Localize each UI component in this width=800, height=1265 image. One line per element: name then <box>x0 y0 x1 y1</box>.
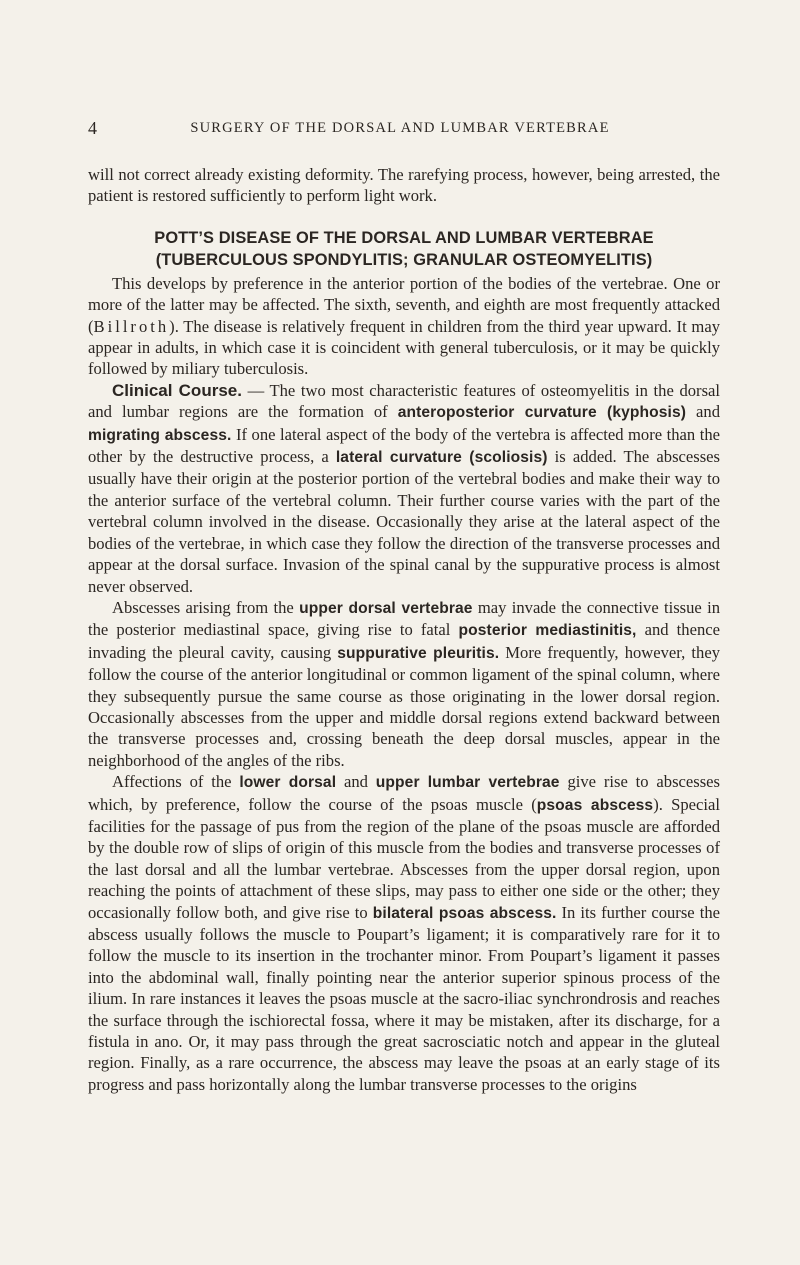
intro-paragraph <box>88 164 720 207</box>
paragraph-2 <box>88 380 720 597</box>
para2-text-c: and <box>686 402 720 422</box>
author-name: Billroth <box>93 316 170 336</box>
section-title-line1: POTT’S DISEASE OF THE DORSAL AND LUMBAR VERTEBRAE <box>154 228 654 247</box>
para4-text-f: In its further course the abscess usually follows the muscle to Poupart’s ligament; it is comparatively rare for it to follow the muscle to its insertion in the trochanter minor. From Poupart’s ligament it passes into the abdominal wall, finally pointing near the anterior superior spinous process of the ilium. In rare instances it leaves the psoas muscle at the sacro-iliac synchrondrosis and reaches the surface through the ischiorectal fossa, where it may be mistaken, after its discharge, for a fistula in ano. Or, it may pass through the great sacrosciatic notch and appear in the gluteal region. Finally, as a rare occurrence, the abscess may leave the psoas at an early stage of its progress and pass horizontally along the lumbar transverse processes to the origins <box>88 902 720 1094</box>
para1-text-b: ). The disease is relatively frequent in children from the third year upward. It may appear in adults, in which case it is coincident with general tuberculosis, or it may be quickly followed by miliary tuberculosis. <box>88 316 720 379</box>
page-number: 4 <box>88 118 98 138</box>
para4-text-d: give rise to abscesses which, by preference, follow the course of the psoas muscle ( <box>88 772 721 814</box>
para4-text-a: Affections of the <box>112 772 240 792</box>
para2-text-e: is added. The abscesses usually have their origin at the posterior portion of the vertebral bodies and make their way to the anterior surface of the vertebral column. Their further course varies with the part of the vertebral column involved in the disease. Occasionally they arise at the lateral aspect of the bodies of the vertebrae, in which case they follow the direction of the transverse processes and appear at the dorsal surface. Invasion of the spinal canal by the suppurative process is almost never observed. <box>88 447 721 596</box>
para4-text-c: and <box>336 772 376 792</box>
section-title <box>88 227 720 271</box>
para2-text-a: — The two most characteristic features of osteomyelitis in the dorsal and lumbar regions are the formation of <box>88 380 720 422</box>
para4-bold-1: lower dorsal <box>239 774 337 792</box>
clinical-course-subhead: Clinical Course. <box>112 380 242 400</box>
paragraph-4 <box>88 771 720 1095</box>
para3-bold-1: upper dorsal vertebrae <box>299 599 473 617</box>
page-header <box>0 118 800 142</box>
para2-bold-1: anteroposterior curvature (kyphosis) <box>397 404 687 422</box>
page-body <box>88 164 720 1095</box>
section-title-line2: (TUBERCULOUS SPONDYLITIS; GRANULAR OSTEOMYELITIS) <box>155 250 653 269</box>
para4-bold-2: upper lumbar vertebrae <box>375 774 560 792</box>
intro-text: will not correct already existing deformity. The rarefying process, however, being arrested, the patient is restored sufficiently to perform light work. <box>88 165 720 206</box>
para3-text-a: Abscesses arising from the <box>112 597 300 617</box>
para2-text-d: If one lateral aspect of the body of the vertebra is affected more than the other by the destructive process, a <box>88 424 720 467</box>
paragraph-3 <box>88 597 720 771</box>
para3-text-c: may invade the connective tissue in the posterior mediastinal space, giving rise to fatal <box>88 597 720 640</box>
para2-bold-2: migrating abscess. <box>88 426 232 444</box>
para2-bold-3: lateral curvature (scoliosis) <box>335 449 548 467</box>
para3-bold-2: posterior mediastinitis, <box>458 622 637 640</box>
para4-bold-4: bilateral psoas abscess. <box>372 904 557 922</box>
paragraph-1 <box>88 273 720 380</box>
para4-bold-3: psoas abscess <box>536 796 654 814</box>
para3-text-d: and thence invading the pleural cavity, causing <box>88 620 720 662</box>
running-title: SURGERY OF THE DORSAL AND LUMBAR VERTEBRAE <box>190 120 610 136</box>
para3-bold-3: suppurative pleuritis. <box>337 644 500 662</box>
para1-text-a: This develops by preference in the anterior portion of the bodies of the vertebrae. One or more of the latter may be affected. The sixth, seventh, and eighth are most frequently attacked ( <box>88 273 720 336</box>
para4-text-e: ). Special facilities for the passage of pus from the region of the plane of the psoas muscle are afforded by the double row of slips of origin of this muscle from the bodies and transverse processes of the last dorsal and all the lumbar vertebrae. Abscesses from the upper dorsal region, upon reaching the points of attachment of these slips, may pass to either one side or the other; they occasionally follow both, and give rise to <box>88 794 720 922</box>
para3-text-e: More frequently, however, they follow the course of the anterior longitudinal or common ligament of the spinal column, where they subsequently pursue the same course as those originating in the lower dorsal region. Occasionally abscesses from the upper and middle dorsal regions extend backward between the transverse processes and, crossing beneath the deep dorsal muscles, appear in the neighborhood of the angles of the ribs. <box>88 642 720 770</box>
